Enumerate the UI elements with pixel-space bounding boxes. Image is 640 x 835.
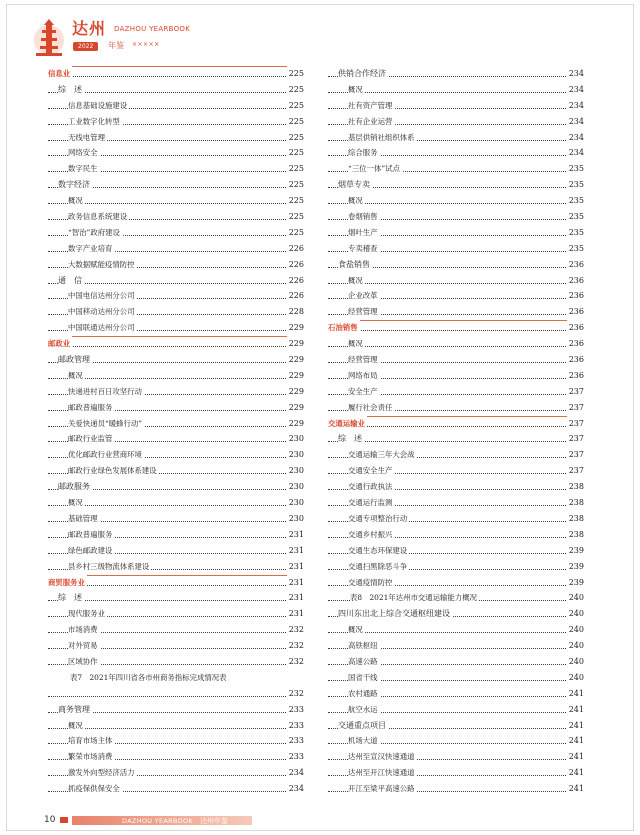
toc-entry[interactable] (48, 145, 304, 161)
toc-entry-page: 232 (287, 622, 304, 638)
toc-entry-page: 231 (287, 559, 304, 575)
toc-left-column (48, 66, 304, 797)
toc-entry[interactable] (48, 416, 304, 432)
toc-entry-title: 食盐销售 (338, 257, 372, 273)
toc-entry-title: 交通运输业 (328, 416, 367, 432)
toc-entry-title: 企业改革 (348, 288, 380, 304)
toc-entry-title: 交通扫黑除恶斗争 (348, 559, 409, 575)
toc-entry-page: 240 (567, 606, 584, 622)
toc-entry-page: 230 (287, 511, 304, 527)
toc-entry-page: 225 (287, 130, 304, 146)
toc-entry-page: 232 (287, 686, 304, 702)
toc-entry-title: 工业数字化转型 (68, 114, 122, 130)
toc-entry[interactable] (48, 479, 304, 495)
toc-entry-page: 239 (567, 575, 584, 591)
toc-entry[interactable] (328, 241, 584, 257)
toc-entry-page: 237 (567, 416, 584, 432)
toc-entry[interactable] (328, 209, 584, 225)
header-year-badge: 2022 (73, 42, 98, 51)
toc-entry-page: 231 (287, 575, 304, 591)
toc-entry[interactable] (48, 177, 304, 193)
toc-entry-page: 236 (567, 320, 584, 336)
toc-entry-page: 236 (567, 336, 584, 352)
toc-entry[interactable] (328, 145, 584, 161)
toc-entry-title: 综 述 (58, 590, 84, 606)
toc-entry-title: 繁荣市场消费 (68, 749, 114, 765)
toc-entry[interactable] (48, 161, 304, 177)
toc-entry[interactable] (328, 463, 584, 479)
toc-entry-title: 机场大道 (348, 733, 380, 749)
toc-entry[interactable] (328, 320, 584, 336)
yearbook-header (32, 18, 232, 58)
toc-entry[interactable] (48, 288, 304, 304)
toc-entry[interactable] (48, 368, 304, 384)
toc-entry-page: 241 (567, 686, 584, 702)
toc-entry-title: 表8 2021年达州市交通运输能力概况 (350, 590, 479, 606)
toc-entry[interactable] (328, 66, 584, 82)
toc-entry-title: 邮政普遍服务 (68, 527, 114, 543)
toc-entry-title: 抓疫保供保安全 (68, 781, 122, 797)
toc-entry-page: 230 (287, 447, 304, 463)
toc-entry-title: 绿色邮政建设 (68, 543, 114, 559)
toc-entry-page: 235 (567, 209, 584, 225)
toc-entry[interactable] (328, 82, 584, 98)
toc-entry-title: 基础管理 (68, 511, 100, 527)
toc-entry-page: 235 (567, 193, 584, 209)
toc-entry[interactable] (328, 288, 584, 304)
toc-entry-title: 综 述 (338, 431, 364, 447)
toc-entry[interactable] (328, 686, 584, 702)
toc-entry[interactable] (48, 336, 304, 352)
header-dots: ××××× (132, 41, 160, 48)
toc-entry-title: 激发外向型经济活力 (68, 765, 137, 781)
toc-entry-page: 236 (567, 273, 584, 289)
toc-entry-page: 225 (287, 225, 304, 241)
toc-entry[interactable] (328, 781, 584, 797)
toc-entry[interactable] (328, 431, 584, 447)
toc-entry-page: 231 (287, 543, 304, 559)
toc-entry-page: 225 (287, 209, 304, 225)
toc-entry-title: 县乡村三级物流体系建设 (68, 559, 151, 575)
toc-entry[interactable] (328, 479, 584, 495)
toc-entry[interactable] (328, 718, 584, 734)
toc-entry-title: 供销合作经济 (338, 66, 388, 82)
toc-entry-title: 社有资产管理 (348, 98, 394, 114)
toc-entry-title: 交通行政执法 (348, 479, 394, 495)
toc-entry-page: 240 (567, 638, 584, 654)
toc-entry-page: 225 (287, 98, 304, 114)
toc-entry[interactable] (328, 384, 584, 400)
toc-entry[interactable] (328, 543, 584, 559)
footer-band-cn: 达州年鉴 (200, 817, 228, 825)
toc-entry-title: 交通乡村振兴 (348, 527, 394, 543)
toc-entry-title: “三位一体”试点 (348, 161, 402, 177)
toc-entry[interactable] (48, 765, 304, 781)
toc-entry[interactable] (328, 416, 584, 432)
toc-entry-title: 邮政服务 (58, 479, 92, 495)
toc-entry-title: 交通安全生产 (348, 463, 394, 479)
toc-entry-page: 229 (287, 320, 304, 336)
toc-entry-page: 234 (567, 145, 584, 161)
toc-entry-title: 石油销售 (328, 320, 360, 336)
toc-entry-title: 政务信息系统建设 (68, 209, 129, 225)
toc-entry[interactable] (48, 590, 304, 606)
toc-entry[interactable] (328, 447, 584, 463)
toc-entry[interactable] (48, 718, 304, 734)
toc-entry-page: 237 (567, 447, 584, 463)
toc-entry[interactable] (48, 575, 304, 591)
toc-entry-title: 市场消费 (68, 622, 100, 638)
toc-entry[interactable] (328, 352, 584, 368)
toc-entry-page: 225 (287, 82, 304, 98)
toc-entry[interactable] (328, 114, 584, 130)
toc-entry-title: 邮政普遍服务 (68, 400, 114, 416)
toc-entry-title: 交通生态环保建设 (348, 543, 409, 559)
toc-entry[interactable] (328, 98, 584, 114)
toc-entry[interactable] (328, 495, 584, 511)
toc-entry-title: 高铁枢纽 (348, 638, 380, 654)
toc-entry-title: 交通运输三年大会战 (348, 447, 417, 463)
toc-entry-title: 数字民生 (68, 161, 100, 177)
toc-entry-page: 234 (567, 130, 584, 146)
toc-entry-title: 卷烟销售 (348, 209, 380, 225)
toc-entry[interactable] (328, 733, 584, 749)
toc-entry-page: 230 (287, 495, 304, 511)
toc-entry[interactable] (48, 670, 304, 686)
toc-entry-title: 基层供销社组织体系 (348, 130, 417, 146)
toc-entry[interactable] (328, 336, 584, 352)
toc-entry-page: 235 (567, 241, 584, 257)
toc-entry-title: 综合服务 (348, 145, 380, 161)
toc-entry-page: 226 (287, 288, 304, 304)
toc-entry-title: 开江至梁平高速公路 (348, 781, 417, 797)
toc-entry-title: 烟草专卖 (338, 177, 372, 193)
toc-entry[interactable] (328, 654, 584, 670)
toc-entry-page: 225 (287, 161, 304, 177)
toc-entry-page: 236 (567, 257, 584, 273)
toc-entry-title: 经营管理 (348, 304, 380, 320)
toc-entry-page: 237 (567, 431, 584, 447)
toc-entry-page: 228 (287, 304, 304, 320)
toc-entry[interactable] (48, 527, 304, 543)
toc-entry-title: 经营管理 (348, 352, 380, 368)
toc-entry-page: 238 (567, 527, 584, 543)
toc-entry[interactable] (48, 463, 304, 479)
toc-entry-title: 通 信 (58, 273, 84, 289)
toc-entry-title: 达州至宣汉快速通道 (348, 749, 417, 765)
toc-entry-title: 网络安全 (68, 145, 100, 161)
toc-entry-page: 230 (287, 463, 304, 479)
toc-entry-page: 231 (287, 527, 304, 543)
toc-entry-title: 快递进村百日攻坚行动 (68, 384, 144, 400)
toc-entry[interactable] (328, 702, 584, 718)
toc-entry-page: 236 (567, 352, 584, 368)
toc-entry[interactable] (328, 670, 584, 686)
header-subtitle: DAZHOU YEARBOOK (114, 25, 191, 33)
toc-entry-title: 航空水运 (348, 702, 380, 718)
toc-entry[interactable] (48, 98, 304, 114)
toc-entry[interactable] (328, 606, 584, 622)
toc-entry-title: 无线电管理 (68, 130, 107, 146)
tower-logo-icon (32, 18, 66, 58)
toc-entry[interactable] (48, 400, 304, 416)
toc-entry[interactable] (48, 257, 304, 273)
toc-entry[interactable] (328, 400, 584, 416)
toc-entry-title: 社有企业运营 (348, 114, 394, 130)
toc-entry-page: 225 (287, 193, 304, 209)
toc-entry[interactable] (328, 511, 584, 527)
toc-entry-title: 大数据赋能疫情防控 (68, 257, 137, 273)
toc-entry-title: 数字产业培育 (68, 241, 114, 257)
toc-entry-title: 现代服务业 (68, 606, 107, 622)
toc-entry[interactable] (48, 622, 304, 638)
toc-entry-page: 240 (567, 654, 584, 670)
toc-entry-title: 网络布局 (348, 368, 380, 384)
toc-entry-page: 234 (287, 765, 304, 781)
toc-entry-page: 229 (287, 384, 304, 400)
toc-entry-title: 概况 (68, 193, 85, 209)
toc-entry-title: 概况 (348, 82, 365, 98)
toc-entry-page: 235 (567, 177, 584, 193)
toc-entry[interactable] (328, 749, 584, 765)
toc-entry-page: 230 (287, 479, 304, 495)
toc-entry-title: 优化邮政行业营商环境 (68, 447, 144, 463)
toc-entry-title: 商贸服务业 (48, 575, 87, 591)
toc-entry[interactable] (328, 527, 584, 543)
toc-entry-title: 国省干线 (348, 670, 380, 686)
toc-entry-title: 安全生产 (348, 384, 380, 400)
toc-entry[interactable] (328, 575, 584, 591)
toc-entry-title: 培育市场主体 (68, 733, 114, 749)
toc-entry-page: 238 (567, 511, 584, 527)
toc-entry-page: 238 (567, 479, 584, 495)
toc-entry[interactable] (48, 225, 304, 241)
toc-entry-page: 225 (287, 145, 304, 161)
toc-entry[interactable] (328, 368, 584, 384)
toc-entry-title: 概况 (68, 718, 85, 734)
toc-entry-page: 229 (287, 368, 304, 384)
toc-entry[interactable] (48, 702, 304, 718)
toc-entry-title: 履行社会责任 (348, 400, 394, 416)
toc-entry-page: 225 (287, 66, 304, 82)
toc-entry-title: 烟叶生产 (348, 225, 380, 241)
toc-entry[interactable] (328, 638, 584, 654)
toc-entry[interactable] (48, 781, 304, 797)
toc-entry[interactable] (48, 384, 304, 400)
toc-entry-title: 概况 (348, 193, 365, 209)
toc-entry-title: 综 述 (58, 82, 84, 98)
toc-entry-page: 229 (287, 336, 304, 352)
toc-entry-page: 237 (567, 400, 584, 416)
toc-entry-title: 农村通路 (348, 686, 380, 702)
toc-entry-page: 229 (287, 416, 304, 432)
toc-entry-title: 邮政行业绿色发展体系建设 (68, 463, 159, 479)
toc-entry[interactable] (48, 431, 304, 447)
toc-entry-title: 关爱快递员“暖蜂行动” (68, 416, 144, 432)
toc-entry[interactable] (48, 686, 304, 702)
toc-entry[interactable] (48, 749, 304, 765)
toc-entry-page: 234 (287, 781, 304, 797)
toc-entry-page: 232 (287, 638, 304, 654)
toc-entry-title: 专卖稽查 (348, 241, 380, 257)
toc-entry-title: 交通重点项目 (338, 718, 388, 734)
toc-entry[interactable] (48, 733, 304, 749)
toc-entry-page: 241 (567, 733, 584, 749)
toc-entry-page: 236 (567, 304, 584, 320)
header-nianjian: 年鉴 (108, 41, 124, 50)
toc-entry-page: 241 (567, 749, 584, 765)
toc-entry[interactable] (48, 114, 304, 130)
toc-entry-title: 中国联通达州分公司 (68, 320, 137, 336)
toc-entry[interactable] (48, 559, 304, 575)
toc-entry-title: 交通专项整治行动 (348, 511, 409, 527)
toc-entry-page: 235 (567, 161, 584, 177)
toc-entry[interactable] (328, 622, 584, 638)
toc-entry-title: 数字经济 (58, 177, 92, 193)
toc-entry-page: 225 (287, 114, 304, 130)
toc-entry-page: 240 (567, 622, 584, 638)
toc-entry-title: 中国电信达州分公司 (68, 288, 137, 304)
toc-right-column (328, 66, 584, 797)
toc-entry-page: 240 (567, 670, 584, 686)
toc-entry-title: 概况 (68, 368, 85, 384)
toc-entry-page: 239 (567, 559, 584, 575)
footer-marker (60, 817, 68, 823)
toc-entry-page: 233 (287, 702, 304, 718)
toc-entry-title: 四川东出北上综合交通枢纽建设 (338, 606, 452, 622)
toc-entry[interactable] (48, 511, 304, 527)
toc-entry-title: 中国移动达州分公司 (68, 304, 137, 320)
toc-entry-page: 241 (567, 781, 584, 797)
toc-entry-page: 241 (567, 765, 584, 781)
toc-entry[interactable] (48, 543, 304, 559)
toc-entry-title: 概况 (68, 495, 85, 511)
toc-entry-title: 信息基础设施建设 (68, 98, 129, 114)
page-number: 10 (44, 815, 56, 825)
toc-entry-title: 交通疫情防控 (348, 575, 394, 591)
toc-entry-title: 概况 (348, 336, 365, 352)
toc-entry[interactable] (48, 495, 304, 511)
toc-entry-page: 241 (567, 702, 584, 718)
toc-entry[interactable] (48, 352, 304, 368)
toc-entry-page: 239 (567, 543, 584, 559)
toc-entry[interactable] (328, 765, 584, 781)
toc-entry[interactable] (328, 130, 584, 146)
toc-entry[interactable] (48, 654, 304, 670)
toc-entry-title: 对外贸易 (68, 638, 100, 654)
toc-entry-page: 236 (567, 288, 584, 304)
toc-entry-page: 241 (567, 718, 584, 734)
toc-entry[interactable] (48, 606, 304, 622)
toc-entry-title: 信息业 (48, 66, 72, 82)
toc-entry-page: 234 (567, 98, 584, 114)
toc-entry-page: 240 (567, 590, 584, 606)
toc-entry-title: 商务管理 (58, 702, 92, 718)
toc-entry-title: 邮政业 (48, 336, 72, 352)
toc-entry[interactable] (48, 304, 304, 320)
toc-entry-page: 234 (567, 114, 584, 130)
toc-entry[interactable] (328, 257, 584, 273)
toc-entry-page: 235 (567, 225, 584, 241)
toc-entry-page: 231 (287, 590, 304, 606)
toc-entry[interactable] (328, 193, 584, 209)
toc-entry-title: 邮政管理 (58, 352, 92, 368)
toc-entry[interactable] (328, 559, 584, 575)
page-footer (44, 815, 244, 827)
toc-entry-page: 233 (287, 749, 304, 765)
toc-entry-title: 表7 2021年四川省各市州商务指标完成情况表 (70, 670, 229, 686)
toc-entry-page: 237 (567, 463, 584, 479)
toc-entry[interactable] (328, 225, 584, 241)
toc-entry-title: 达州至开江快速通道 (348, 765, 417, 781)
toc-entry-title: 概况 (348, 622, 365, 638)
toc-entry-page: 226 (287, 257, 304, 273)
toc-entry-page: 233 (287, 733, 304, 749)
toc-entry-title: “智治”政府建设 (68, 225, 122, 241)
toc-entry-page: 237 (567, 384, 584, 400)
toc-entry-page: 238 (567, 495, 584, 511)
toc-entry[interactable] (48, 241, 304, 257)
toc-entry[interactable] (48, 273, 304, 289)
toc-entry-title: 区域协作 (68, 654, 100, 670)
toc-entry-page: 232 (287, 654, 304, 670)
toc-entry-page: 229 (287, 352, 304, 368)
toc-entry[interactable] (48, 193, 304, 209)
toc-entry-title: 交通运行监测 (348, 495, 394, 511)
toc-entry-page: 233 (287, 718, 304, 734)
toc-entry[interactable] (48, 320, 304, 336)
toc-entry[interactable] (48, 66, 304, 82)
toc-entry[interactable] (48, 209, 304, 225)
toc-entry[interactable] (328, 273, 584, 289)
toc-entry[interactable] (328, 590, 584, 606)
toc-entry-page: 225 (287, 177, 304, 193)
toc-entry-page: 229 (287, 400, 304, 416)
toc-entry[interactable] (328, 177, 584, 193)
toc-entry[interactable] (48, 82, 304, 98)
toc-entry-page: 231 (287, 606, 304, 622)
toc-entry-page: 236 (567, 368, 584, 384)
footer-band (72, 816, 252, 825)
toc-entry[interactable] (328, 161, 584, 177)
toc-entry-page: 226 (287, 273, 304, 289)
footer-band-text: DAZHOU YEARBOOK (122, 817, 193, 825)
toc-entry[interactable] (48, 447, 304, 463)
toc-entry[interactable] (48, 638, 304, 654)
header-title: 达州 (72, 19, 107, 38)
toc-entry-page: 234 (567, 82, 584, 98)
toc-entry-page: 234 (567, 66, 584, 82)
toc-entry-page: 230 (287, 431, 304, 447)
toc-entry-title: 邮政行业监管 (68, 431, 114, 447)
toc-entry-title: 概况 (348, 273, 365, 289)
toc-entry[interactable] (48, 130, 304, 146)
toc-entry-page: 226 (287, 241, 304, 257)
toc-entry[interactable] (328, 304, 584, 320)
toc-entry-title: 高速公路 (348, 654, 380, 670)
